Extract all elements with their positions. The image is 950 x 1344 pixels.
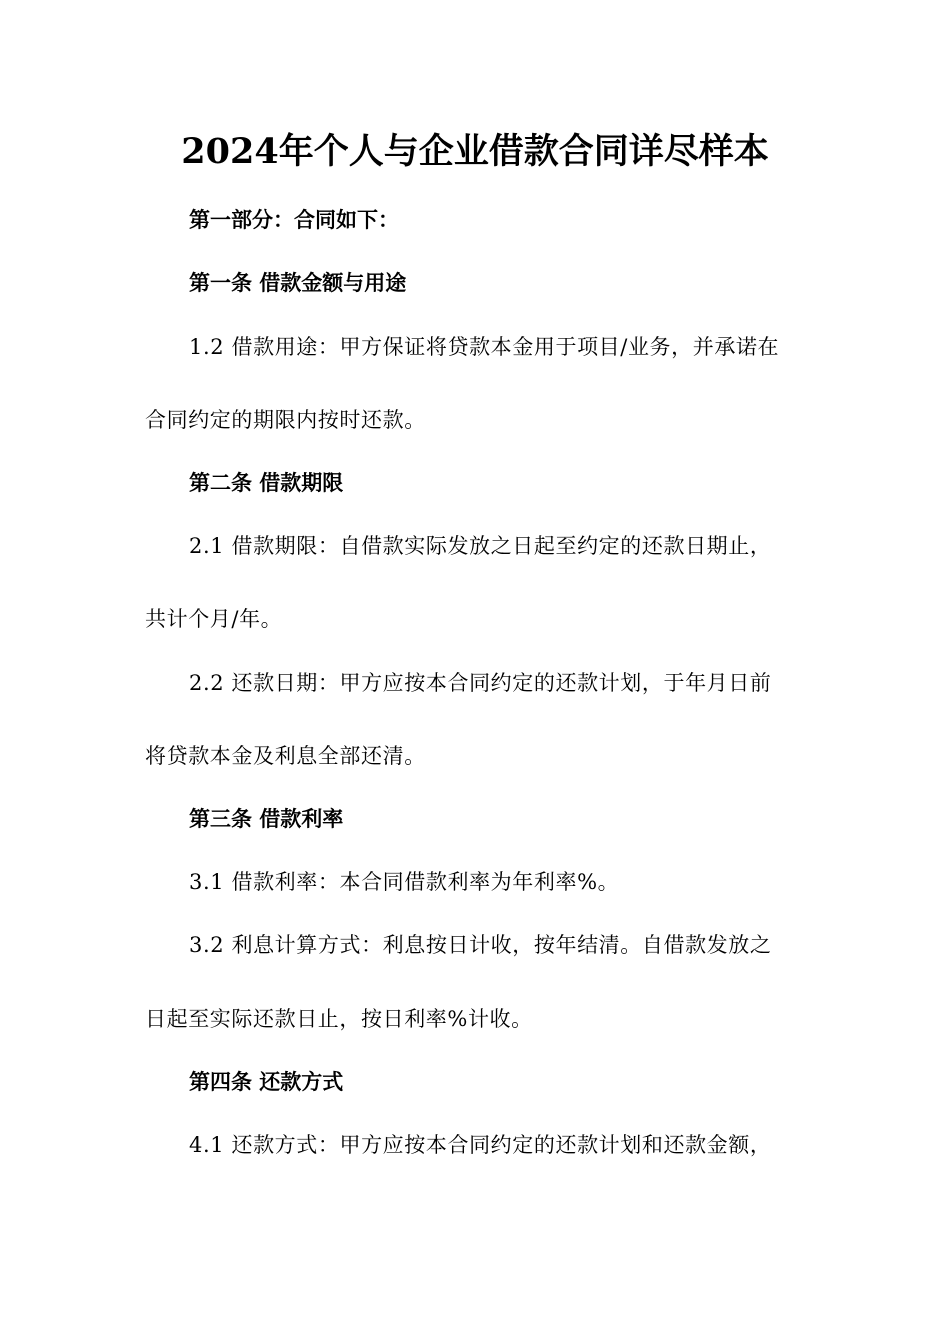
clause-1-2-line2: 合同约定的期限内按时还款。 — [145, 408, 426, 432]
clause-2-1-line2: 共计个月/年。 — [145, 607, 283, 631]
clause-1-2-line1: 1.2 借款用途：甲方保证将贷款本金用于项目/业务，并承诺在 — [189, 335, 780, 359]
clause-3-1: 3.1 借款利率：本合同借款利率为年利率%。 — [189, 870, 620, 894]
article4-heading: 第四条 还款方式 — [189, 1070, 344, 1094]
part1-heading: 第一部分：合同如下： — [189, 208, 399, 232]
article3-heading: 第三条 借款利率 — [189, 807, 344, 831]
clause-4-1-line1: 4.1 还款方式：甲方应按本合同约定的还款计划和还款金额， — [189, 1133, 772, 1157]
document-title: 2024年个人与企业借款合同详尽样本 — [181, 131, 769, 172]
article2-heading: 第二条 借款期限 — [189, 471, 344, 495]
clause-2-2-line1: 2.2 还款日期：甲方应按本合同约定的还款计划，于年月日前 — [189, 671, 772, 695]
clause-3-2-line2: 日起至实际还款日止，按日利率%计收。 — [145, 1007, 533, 1031]
clause-3-2-line1: 3.2 利息计算方式：利息按日计收，按年结清。自借款发放之 — [189, 933, 772, 957]
clause-2-2-line2: 将贷款本金及利息全部还清。 — [145, 744, 426, 768]
clause-2-1-line1: 2.1 借款期限：自借款实际发放之日起至约定的还款日期止， — [189, 534, 772, 558]
article1-heading: 第一条 借款金额与用途 — [189, 271, 407, 295]
